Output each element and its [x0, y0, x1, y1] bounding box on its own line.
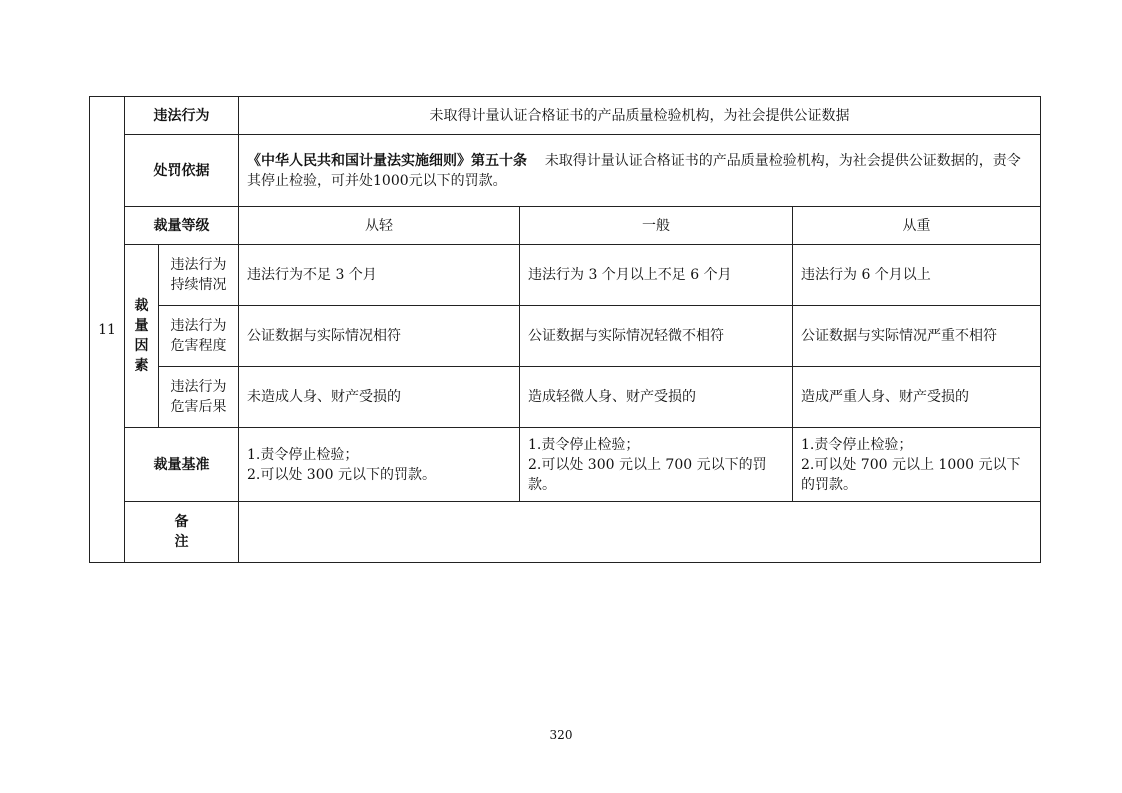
factor-severity-light: 公证数据与实际情况相符: [239, 306, 520, 367]
factors-label-char: 因: [134, 338, 149, 354]
factor-name-severity: [159, 306, 239, 367]
factor-name-line: 违法行为: [170, 257, 227, 273]
page-number: 320: [549, 728, 573, 742]
factor-row: [90, 245, 1041, 306]
standard-heavy: [793, 428, 1041, 502]
factor-name-line: 持续情况: [170, 277, 227, 293]
standard-row: [90, 428, 1041, 502]
factor-row: [90, 367, 1041, 428]
factor-consequence-normal: 造成轻微人身、财产受损的: [520, 367, 793, 428]
factor-consequence-heavy: 造成严重人身、财产受损的: [793, 367, 1041, 428]
level-heavy: 从重: [793, 207, 1041, 245]
violation-text: 未取得计量认证合格证书的产品质量检验机构，为社会提供公证数据: [239, 97, 1041, 135]
remarks-label: 备注: [125, 502, 239, 563]
levels-row: [90, 207, 1041, 245]
basis-text: 未取得计量认证合格证书的产品质量检验机构，为社会提供公证数据的，责令其停止检验，可并处1000元以下的罚款。: [247, 152, 1021, 189]
factor-name-line: 危害后果: [170, 399, 227, 415]
factor-severity-normal: 公证数据与实际情况轻微不相符: [520, 306, 793, 367]
factors-label-char: 裁: [134, 298, 149, 314]
basis-label: 处罚依据: [125, 135, 239, 207]
factor-row: [90, 306, 1041, 367]
remarks-row: [90, 502, 1041, 563]
penalty-discretion-table: [89, 96, 1041, 563]
violation-row: [90, 97, 1041, 135]
level-light: 从轻: [239, 207, 520, 245]
standard-light-line: 2.可以处 300 元以下的罚款。: [247, 466, 436, 483]
standard-heavy-line: 2.可以处 700 元以上 1000 元以下的罚款。: [801, 456, 1021, 493]
basis-law-title: 《中华人民共和国计量法实施细则》第五十条: [247, 152, 527, 169]
standard-normal-line: 2.可以处 300 元以上 700 元以下的罚款。: [528, 456, 767, 493]
remarks-text: [239, 502, 1041, 563]
factors-label-char: 量: [134, 318, 149, 334]
factor-duration-heavy: 违法行为 6 个月以上: [793, 245, 1041, 306]
standard-label: 裁量基准: [125, 428, 239, 502]
level-normal: 一般: [520, 207, 793, 245]
standard-heavy-line: 1.责令停止检验；: [801, 436, 913, 453]
standard-light-line: 1.责令停止检验；: [247, 446, 359, 463]
factors-label: [125, 245, 159, 428]
factor-name-line: 危害程度: [170, 338, 227, 354]
basis-cell: [239, 135, 1041, 207]
factor-duration-normal: 违法行为 3 个月以上不足 6 个月: [520, 245, 793, 306]
factor-consequence-light: 未造成人身、财产受损的: [239, 367, 520, 428]
standard-light: [239, 428, 520, 502]
factor-name-duration: [159, 245, 239, 306]
factor-name-consequence: [159, 367, 239, 428]
standard-normal: [520, 428, 793, 502]
standard-normal-line: 1.责令停止检验；: [528, 436, 640, 453]
factor-duration-light: 违法行为不足 3 个月: [239, 245, 520, 306]
violation-label: 违法行为: [125, 97, 239, 135]
factor-name-line: 违法行为: [170, 318, 227, 334]
basis-row: [90, 135, 1041, 207]
factor-name-line: 违法行为: [170, 379, 227, 395]
factor-severity-heavy: 公证数据与实际情况严重不相符: [793, 306, 1041, 367]
factors-label-char: 素: [134, 358, 149, 374]
item-number: 11: [90, 97, 125, 563]
levels-label: 裁量等级: [125, 207, 239, 245]
